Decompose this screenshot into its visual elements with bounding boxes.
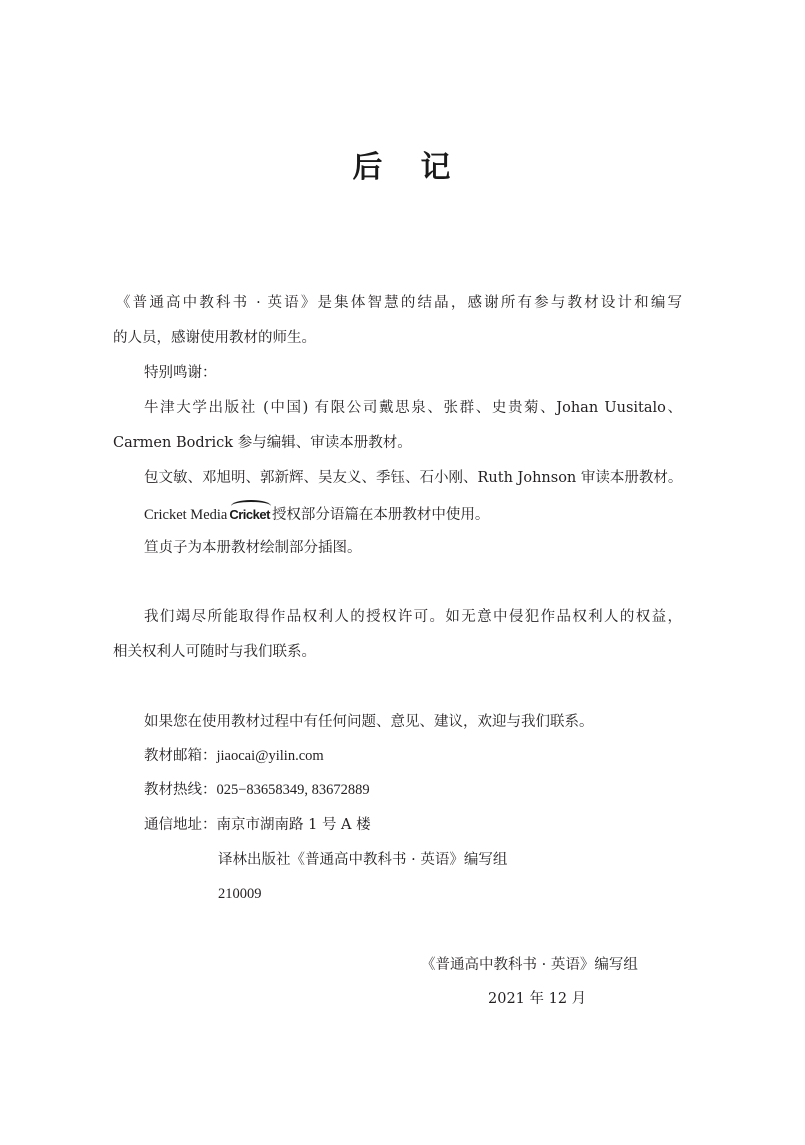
illustrator-credit: 笪贞子为本册教材绘制部分插图。 <box>144 540 362 556</box>
cricket-logo-icon: Cricket <box>229 503 270 525</box>
oup-credits-line-1: 牛津大学出版社 (中国) 有限公司戴思泉、张群、史贵菊、Johan Uusitalo、 <box>144 400 682 416</box>
copyright-notice-line-1: 我们竭尽所能取得作品权利人的授权许可。如无意中侵犯作品权利人的权益， <box>144 609 682 625</box>
contact-intro: 如果您在使用教材过程中有任何问题、意见、建议，欢迎与我们联系。 <box>144 714 594 730</box>
copyright-notice-line-2: 相关权利人可随时与我们联系。 <box>113 644 316 660</box>
oup-credits-line-2: Carmen Bodrick 参与编辑、审读本册教材。 <box>113 435 412 451</box>
address-line-2: 译林出版社《普通高中教科书 · 英语》编写组 <box>218 852 508 868</box>
email-address: jiaocai@yilin.com <box>216 748 324 764</box>
contact-hotline-row <box>144 780 370 800</box>
email-label: 教材邮箱： <box>144 748 217 764</box>
hotline-numbers: 025−83658349, 83672889 <box>216 782 370 798</box>
title-char-1: 后 <box>352 150 385 185</box>
title-char-2: 记 <box>420 150 453 185</box>
signature-group: 《普通高中教科书 · 英语》编写组 <box>421 957 638 973</box>
page-title <box>0 142 805 186</box>
special-thanks-heading: 特别鸣谢： <box>144 365 217 381</box>
address-label: 通信地址： <box>144 817 217 833</box>
signature-date: 2021 年 12 月 <box>488 991 587 1007</box>
cricket-media-text: 授权部分语篇在本册教材中使用。 <box>271 507 490 523</box>
cricket-media-name: Cricket Media <box>144 507 228 523</box>
acknowledgement-paragraph-line-2: 的人员，感谢使用教材的师生。 <box>113 330 316 346</box>
contact-email-row <box>144 746 324 766</box>
cricket-media-credit <box>144 503 489 525</box>
acknowledgement-paragraph-line-1: 《普通高中教科书 · 英语》是集体智慧的结晶，感谢所有参与教材设计和编写 <box>116 295 682 311</box>
address-line-1: 南京市湖南路 1 号 A 楼 <box>216 817 371 833</box>
reviewers-credits: 包文敏、邓旭明、郭新辉、吴友义、季钰、石小刚、Ruth Johnson 审读本册教材。 <box>144 470 683 486</box>
hotline-label: 教材热线： <box>144 782 217 798</box>
postcode: 210009 <box>218 886 262 902</box>
contact-address-row <box>144 815 371 835</box>
